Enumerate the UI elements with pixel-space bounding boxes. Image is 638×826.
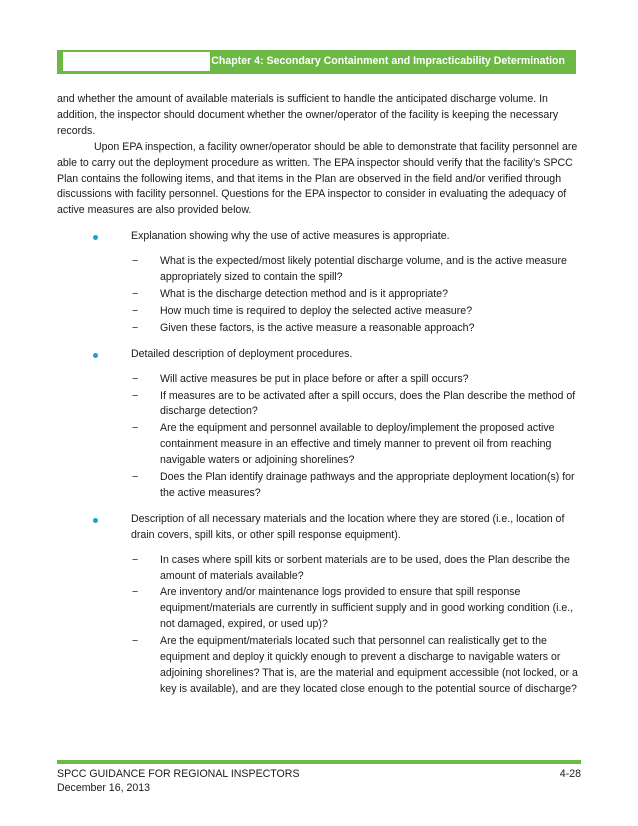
sub-item — [57, 304, 582, 320]
bullet-dot-icon — [93, 353, 98, 358]
sub-item-text: Are the equipment/materials located such that personnel can realistically get to the equipment and deploy it quickly enough to prevent a discharge to navigable waters or adjoining shorelines? That is, are the material and equipment accessible (not locked, or a key is available), and are they located close enough to the potential source of discharge? — [160, 635, 578, 695]
bullet-text: Explanation showing why the use of active measures is appropriate. — [131, 230, 450, 243]
sub-item — [57, 634, 582, 698]
sub-item — [57, 321, 582, 337]
sub-item — [57, 585, 582, 633]
sub-item-text: Will active measures be put in place before or after a spill occurs? — [160, 372, 469, 385]
sub-item-text: Are the equipment and personnel available to deploy/implement the proposed active containment measure in an effective and timely manner to prevent oil from reaching navigable waters or adjoining shorelines? — [160, 422, 555, 467]
sub-item — [57, 553, 582, 585]
page-body — [57, 92, 582, 699]
dash-icon: − — [132, 255, 139, 268]
paragraph-2: Upon EPA inspection, a facility owner/operator should be able to demonstrate that facility personnel are able to carry out the deployment procedure as written. The EPA inspector should verify that the facility’s SPCC Plan contains the following items, and that items in the Plan are observed in the field and/or verified through discussions with facility personnel. Questions for the EPA inspector to consider in evaluating the adequacy of active measures are also provided below. — [57, 140, 578, 217]
sub-item-text: If measures are to be activated after a spill occurs, does the Plan describe the method of discharge detection? — [160, 389, 576, 418]
chapter-title: Chapter 4: Secondary Containment and Impracticability Determination — [211, 55, 565, 67]
sub-list — [57, 553, 582, 698]
footer-date: December 16, 2013 — [57, 782, 151, 794]
sub-item-text: Are inventory and/or maintenance logs provided to ensure that spill response equipment/materials are currently in sufficient supply and in good working condition (i.e., not damaged, expired, or used up)? — [160, 586, 574, 631]
sub-item — [57, 287, 582, 303]
dash-icon: − — [132, 635, 139, 648]
dash-icon: − — [132, 389, 139, 402]
footer-info — [57, 767, 300, 795]
bullet-text: Detailed description of deployment procedures. — [131, 347, 353, 360]
footer-doc-title: SPCC GUIDANCE FOR REGIONAL INSPECTORS — [57, 768, 300, 780]
sub-item-text: Given these factors, is the active measure a reasonable approach? — [160, 321, 475, 334]
sub-item — [57, 254, 582, 286]
bullet-dot-icon — [93, 235, 98, 240]
sub-item — [57, 470, 582, 502]
dash-icon: − — [132, 553, 139, 566]
bullet-text: Description of all necessary materials and the location where they are stored (i.e., location of drain covers, spill kits, or other spill response equipment). — [131, 512, 565, 541]
sub-item — [57, 372, 582, 388]
bullet-item — [57, 347, 582, 363]
sub-item — [57, 421, 582, 469]
paragraph-1: and whether the amount of available materials is sufficient to handle the anticipated discharge volume. In addition, the inspector should document whether the owner/operator of the facility is keeping the necessary records. — [57, 93, 559, 137]
bullet-item — [57, 512, 582, 544]
sub-item-text: In cases where spill kits or sorbent materials are to be used, does the Plan describe the amount of materials available? — [160, 553, 570, 582]
sub-item-text: What is the discharge detection method and is it appropriate? — [160, 287, 448, 300]
sub-item-text: What is the expected/most likely potential discharge volume, and is the active measure appropriately sized to contain the spill? — [160, 255, 567, 284]
dash-icon: − — [132, 372, 139, 385]
sub-item-text: Does the Plan identify drainage pathways and the appropriate deployment location(s) for the active measures? — [160, 471, 575, 499]
dash-icon: − — [132, 586, 139, 599]
sub-list — [57, 372, 582, 502]
sub-item-text: How much time is required to deploy the selected active measure? — [160, 304, 473, 317]
dash-icon: − — [132, 287, 139, 300]
page-number: 4-28 — [559, 768, 581, 780]
sub-list — [57, 254, 582, 337]
sub-item — [57, 389, 582, 421]
footer-rule — [57, 760, 581, 764]
dash-icon: − — [132, 304, 139, 317]
dash-icon: − — [132, 321, 139, 334]
dash-icon: − — [132, 471, 139, 484]
bullet-dot-icon — [93, 518, 98, 523]
bullet-item — [57, 229, 582, 245]
dash-icon: − — [132, 422, 139, 435]
